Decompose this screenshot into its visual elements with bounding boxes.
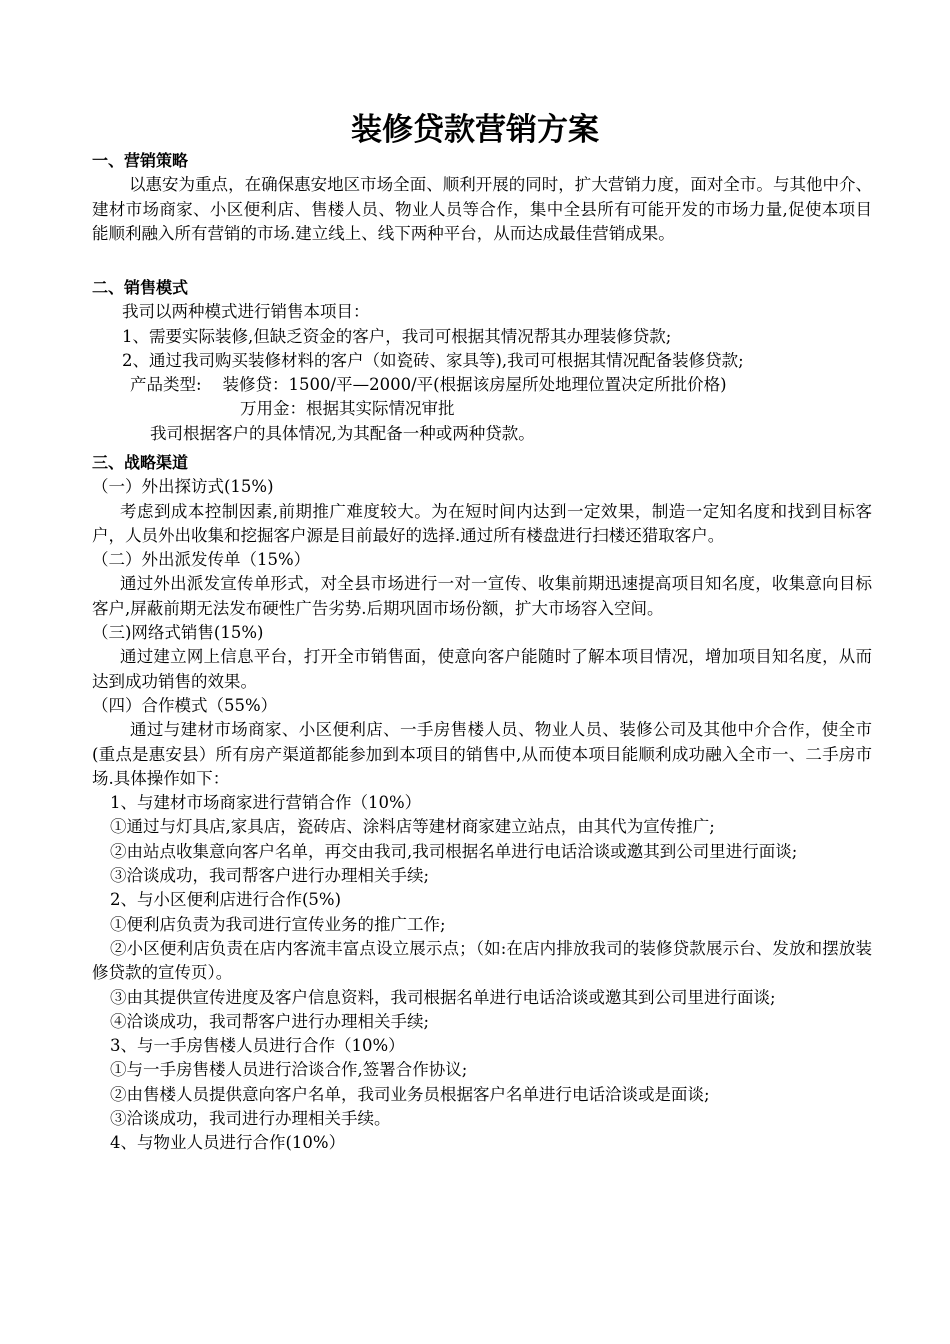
subsection-title: （二）外出派发传单（15%） [92, 550, 311, 570]
paragraph: 我司以两种模式进行销售本项目： [122, 302, 370, 322]
section-marketing-strategy [92, 149, 872, 246]
document-title: 装修贷款营销方案 [351, 112, 599, 148]
paragraph: 通过外出派发宣传单形式，对全县市场进行一对一宣传、收集前期迅速提高项目知名度，收集意向目标客户,屏蔽前期无法发布硬性广告劣势.后期巩固市场份额，扩大市场容入空间。 [92, 574, 872, 618]
list-item: ③洽谈成功，我司帮客户进行办理相关手续; [110, 866, 430, 886]
list-item: ③由其提供宣传进度及客户信息资料，我司根据名单进行电话洽谈或邀其到公司里进行面谈; [110, 987, 776, 1007]
list-item: 2、通过我司购买装修材料的客户（如瓷砖、家具等),我司可根据其情况配备装修贷款; [122, 350, 744, 370]
list-item: 4、与物业人员进行合作(10%） [110, 1133, 346, 1153]
list-item: ②小区便利店负责在店内客流丰富点设立展示点；（如:在店内排放我司的装修贷款展示台、发放和摆放装修贷款的宣传页）。 [92, 938, 872, 983]
section-sales-model [92, 276, 872, 446]
list-item: ①与一手房售楼人员进行洽谈合作,签署合作协议; [110, 1060, 468, 1080]
paragraph: 考虑到成本控制因素,前期推广难度较大。为在短时间内达到一定效果，制造一定知名度和找到目标客户，人员外出收集和挖掘客户源是目前最好的选择.通过所有楼盘进行扫楼还猎取客户。 [92, 501, 872, 545]
subsection-title: （四）合作模式（55%） [92, 695, 278, 715]
paragraph: 通过与建材市场商家、小区便利店、一手房售楼人员、物业人员、装修公司及其他中介合作，使全市(重点是惠安县）所有房产渠道都能参加到本项目的销售中,从而使本项目能顺利成功融入全市一、二手房市场.具体操作如下： [92, 720, 872, 788]
paragraph: 我司根据客户的具体情况,为其配备一种或两种贷款。 [150, 423, 535, 443]
subsection-title: （三)网络式销售(15%) [92, 623, 264, 643]
list-item: ④洽谈成功，我司帮客户进行办理相关手续; [110, 1011, 430, 1031]
section-heading: 一、营销策略 [92, 151, 189, 170]
product-type-line: 产品类型: 装修贷：1500/平—2000/平(根据该房屋所处地理位置决定所批价格) [130, 375, 727, 395]
subsection-title: （一）外出探访式(15%) [92, 477, 274, 497]
list-item: ②由站点收集意向客户名单，再交由我司,我司根据名单进行电话洽谈或邀其到公司里进行面谈; [110, 841, 798, 861]
section-strategic-channels [92, 451, 872, 1156]
list-item: ①便利店负责为我司进行宣传业务的推广工作; [110, 914, 446, 934]
section-heading: 二、销售模式 [92, 278, 189, 297]
paragraph: 以惠安为重点，在确保惠安地区市场全面、顺利开展的同时，扩大营销力度，面对全市。与其他中介、建材市场商家、小区便利店、售楼人员、物业人员等合作，集中全县所有可能开发的市场力量,促使本项目能顺利融入所有营销的市场.建立线上、线下两种平台，从而达成最佳营销成果。 [92, 175, 872, 243]
list-item: ③洽谈成功，我司进行办理相关手续。 [110, 1109, 391, 1129]
list-item: ①通过与灯具店,家具店，瓷砖店、涂料店等建材商家建立站点，由其代为宣传推广; [110, 817, 715, 837]
paragraph: 通过建立网上信息平台，打开全市销售面，使意向客户能随时了解本项目情况，增加项目知名度，从而达到成功销售的效果。 [92, 647, 872, 691]
list-item: 1、与建材市场商家进行营销合作（10%） [110, 793, 422, 813]
section-heading: 三、战略渠道 [92, 453, 189, 472]
list-item: 3、与一手房售楼人员进行合作（10%） [110, 1036, 405, 1056]
list-item: 2、与小区便利店进行合作(5%) [110, 890, 342, 910]
list-item: ②由售楼人员提供意向客户名单，我司业务员根据客户名单进行电话洽谈或是面谈; [110, 1084, 710, 1104]
list-item: 1、需要实际装修,但缺乏资金的客户，我司可根据其情况帮其办理装修贷款; [122, 326, 672, 346]
product-type-line: 万用金：根据其实际情况审批 [240, 399, 455, 419]
